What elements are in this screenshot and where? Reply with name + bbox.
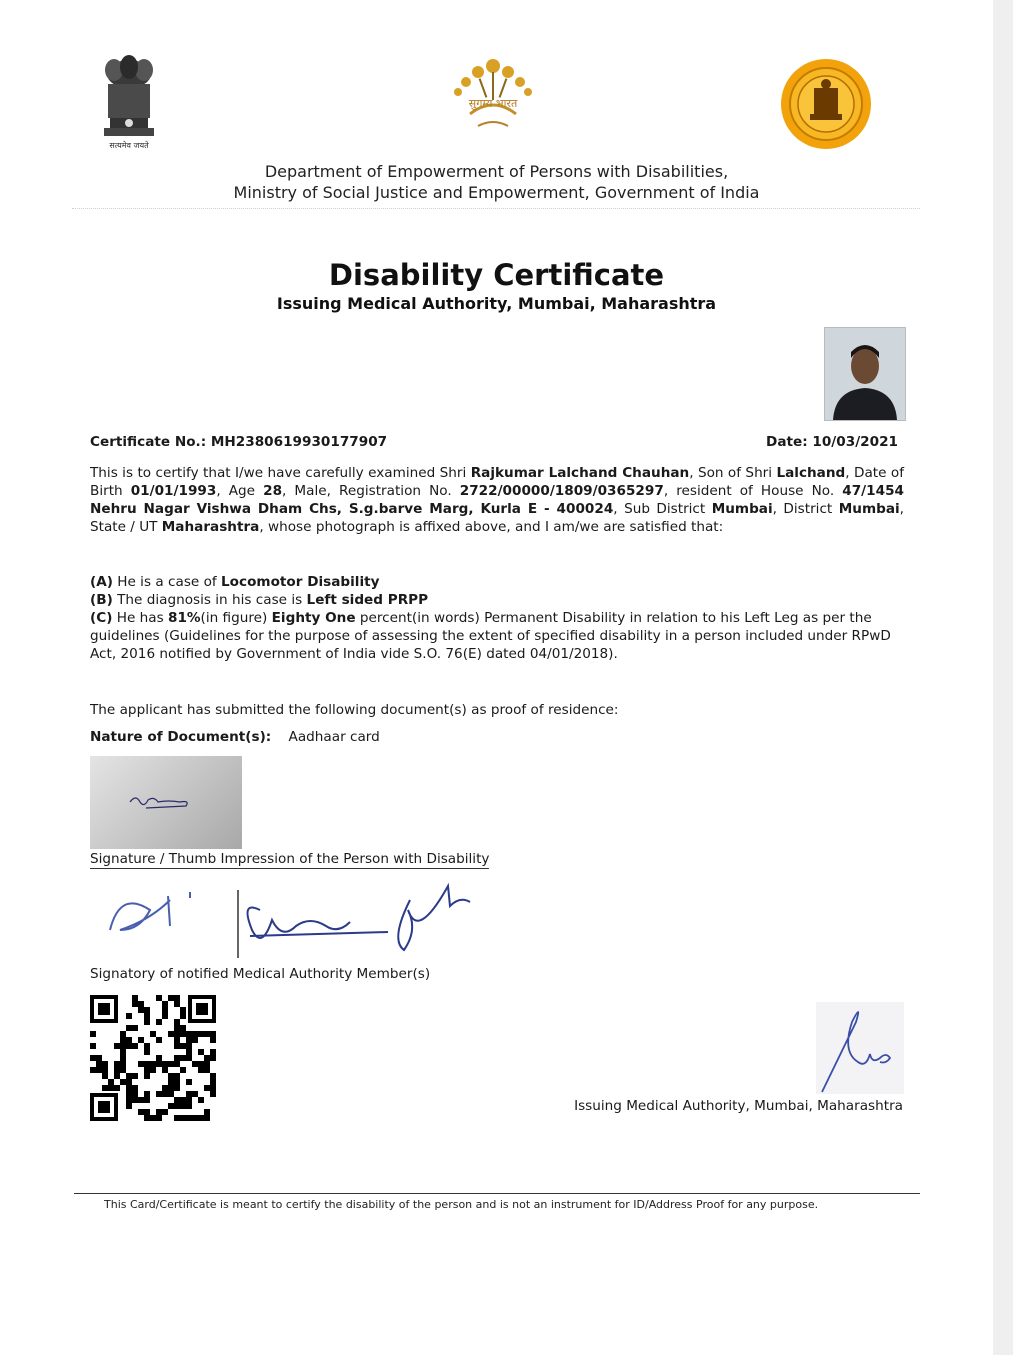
department-line-1: Department of Empowerment of Persons with Disabilities, — [264, 162, 729, 181]
authority-caption: Issuing Medical Authority, Mumbai, Maharashtra — [574, 1098, 903, 1114]
certificate-number-value: MH2380619930177907 — [210, 434, 388, 450]
page-title: Disability Certificate — [328, 258, 665, 292]
scrollbar[interactable] — [993, 0, 1013, 1355]
certificate-number-label: Certificate No.: — [90, 434, 207, 450]
certification-paragraph: This is to certify that I/we have carefully examined Shri Rajkumar Lalchand Chauhan, Son of Shri Lalchand, Date of Birth 01/01/1993, Age 28, Male, Registration No. 2722/00000/1809/0365297, resident of House No. 47/1454 Nehru Nagar Vishwa Dham Chs, S.g.barve Marg, Kurla E - 400024, Sub District Mumbai, District Mumbai, State / UT Maharashtra, whose photograph is affixed above, and I am/we are satisfied that: — [90, 465, 904, 535]
applicant-signature-image — [90, 756, 242, 849]
age: 28 — [263, 483, 283, 499]
state: Maharashtra — [161, 519, 260, 535]
document-nature — [90, 728, 380, 746]
document-value: Aadhaar card — [288, 729, 380, 745]
father-name: Lalchand — [776, 465, 846, 481]
district: Mumbai — [838, 501, 900, 517]
item-c: (C) He has 81%(in figure) Eighty One percent(in words) Permanent Disability in relation to his Left Leg as per the guidelines (Guidelines for the purpose of assessing the extent of specified disability in a person included under RPwD Act, 2016 notified by Government of India vide S.O. 76(E) dated 04/01/2018). — [90, 610, 891, 662]
maharashtra-seal-icon — [780, 58, 872, 150]
applicant-photo — [824, 327, 906, 421]
item-a: (A) He is a case of Locomotor Disability — [90, 574, 380, 590]
logo-caption: सुगम्य भारत — [468, 97, 518, 110]
disability-type: Locomotor Disability — [221, 574, 380, 590]
authority-signature-image — [816, 1002, 904, 1094]
footer-disclaimer: This Card/Certificate is meant to certify the disability of the person and is not an instrument for ID/Address Proof for any purpose. — [104, 1198, 819, 1211]
person-name: Rajkumar Lalchand Chauhan — [470, 465, 690, 481]
certificate-date-value: 10/03/2021 — [812, 434, 898, 450]
page-subtitle: Issuing Medical Authority, Mumbai, Maharashtra — [276, 294, 717, 313]
sub-district: Mumbai — [711, 501, 773, 517]
date-of-birth: 01/01/1993 — [130, 483, 217, 499]
header-divider — [72, 208, 920, 209]
disability-percent-words: Eighty One — [271, 610, 356, 626]
item-b: (B) The diagnosis in his case is Left sided PRPP — [90, 592, 429, 608]
certificate-number — [90, 433, 387, 451]
national-emblem-icon — [96, 52, 162, 150]
disability-percent: 81% — [167, 610, 201, 626]
member-signatures-image — [90, 870, 490, 962]
document-label: Nature of Document(s): — [90, 729, 272, 745]
applicant-signature-caption: Signature / Thumb Impression of the Person with Disability — [90, 851, 490, 867]
footer-divider — [74, 1193, 920, 1194]
qr-code[interactable] — [90, 995, 216, 1121]
diagnosis: Left sided PRPP — [306, 592, 429, 608]
registration-number: 2722/00000/1809/0365297 — [459, 483, 664, 499]
certificate-date-label: Date: — [766, 434, 808, 450]
house-address: 47/1454 Nehru Nagar Vishwa Dham Chs, S.g.barve Marg, Kurla E - 400024 — [90, 483, 904, 517]
emblem-caption: सत्यमेव जयते — [109, 141, 149, 150]
accessible-india-logo-icon — [448, 52, 538, 136]
member-signatures-caption: Signatory of notified Medical Authority Member(s) — [90, 966, 431, 982]
department-line-2: Ministry of Social Justice and Empowerment, Government of India — [233, 183, 760, 202]
certificate-date — [766, 433, 898, 451]
residence-intro: The applicant has submitted the following document(s) as proof of residence: — [90, 702, 619, 718]
